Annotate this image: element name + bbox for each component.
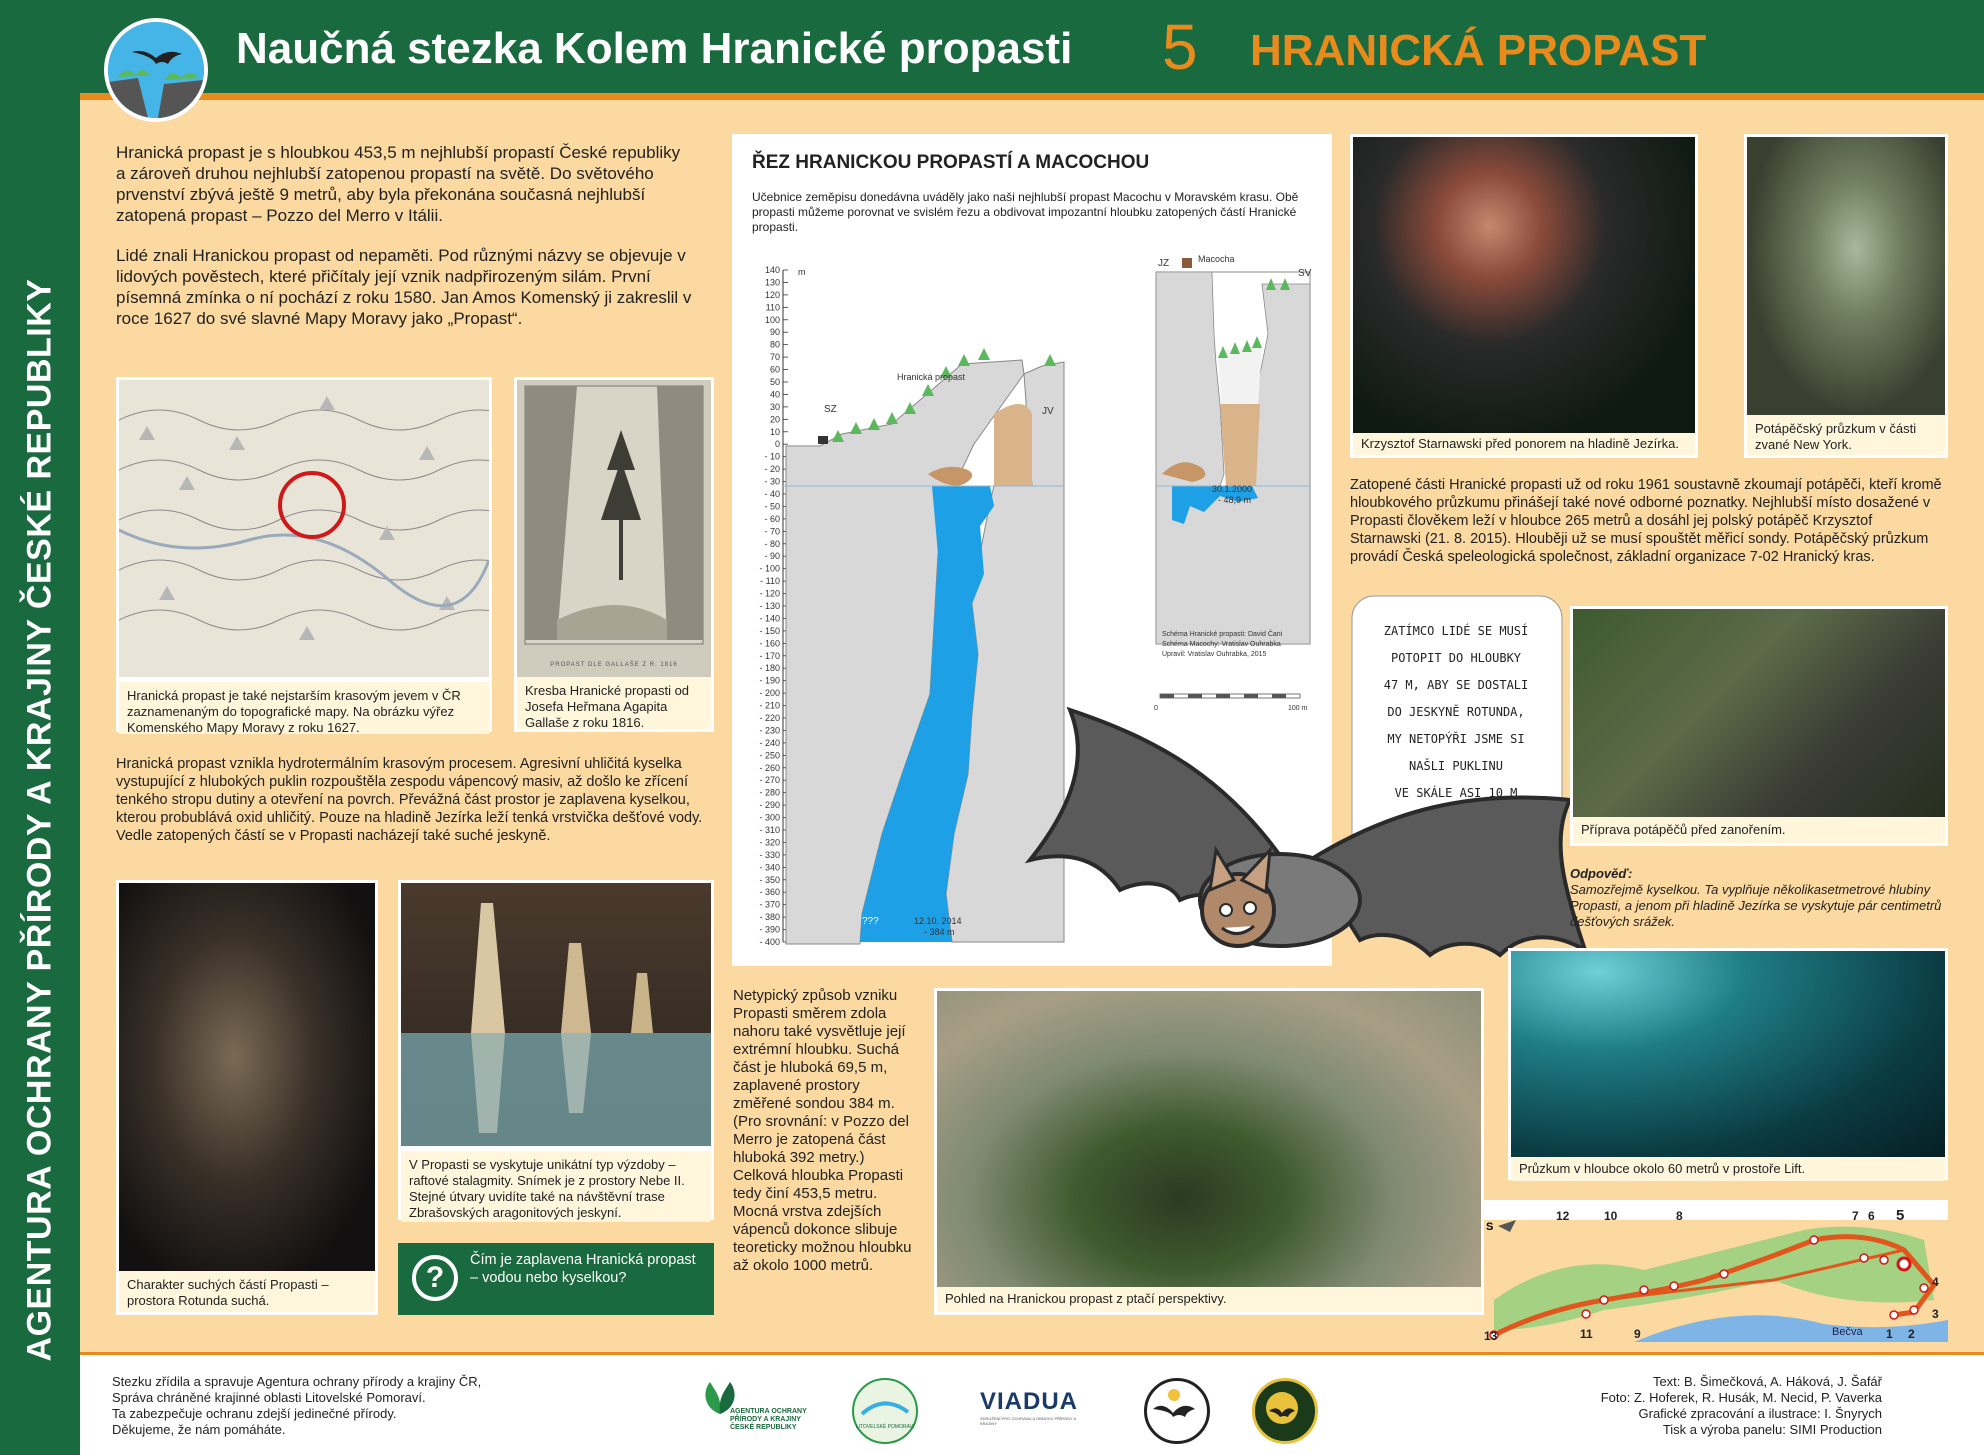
credit-1: Schéma Hranické propasti: David Čani bbox=[1162, 631, 1283, 638]
footer-right-line: Text: B. Šimečková, A. Háková, J. Šafář bbox=[1652, 1374, 1882, 1389]
depth-tick-label: - 110 bbox=[760, 576, 780, 587]
depth-tick-label: 80 bbox=[769, 339, 780, 350]
answer-text: Samozřejmě kyselkou. Ta vyplňuje několikasetmetrové hlubiny Propasti, a jenom při hladině Jezírka se vyskytuje pár centimetrů dešťových srážek. bbox=[1570, 882, 1942, 929]
depth-tick-label: - 130 bbox=[759, 601, 780, 611]
depth-tick-label: 0 bbox=[774, 439, 780, 450]
hranicky-kras-emblem-icon bbox=[1255, 1381, 1309, 1435]
header-divider bbox=[80, 93, 1984, 100]
label-sz: SZ bbox=[824, 404, 837, 415]
label-jv: JV bbox=[1042, 406, 1054, 417]
depth-tick-label: 110 bbox=[765, 302, 780, 313]
speleo-bat-icon bbox=[1147, 1381, 1201, 1435]
lift-figure bbox=[1508, 948, 1948, 1180]
newyork-caption: Potápěčský průzkum v části zvané New York. bbox=[1747, 415, 1945, 455]
label-sv: SV bbox=[1298, 268, 1312, 279]
depth-tick-label: - 250 bbox=[759, 750, 780, 761]
aerial-caption: Pohled na Hranickou propast z ptačí perspektivy. bbox=[937, 1287, 1481, 1312]
diver-figure bbox=[1350, 134, 1698, 458]
map-stop: 2 bbox=[1908, 1327, 1915, 1341]
newyork-image bbox=[1747, 137, 1945, 415]
map-stop: 10 bbox=[1604, 1209, 1618, 1223]
prep-image bbox=[1573, 609, 1945, 817]
depth-tick-label: - 90 bbox=[764, 551, 780, 562]
map-figure bbox=[116, 377, 492, 735]
depth-tick-label: - 180 bbox=[759, 663, 780, 674]
diver-image bbox=[1353, 137, 1695, 433]
depth-tick-label: - 140 bbox=[759, 613, 780, 624]
footer-left bbox=[112, 1374, 552, 1438]
depth-tick-label: - 310 bbox=[759, 825, 780, 835]
logo-hranicky-kras-icon bbox=[1252, 1378, 1318, 1444]
depth-tick-label: 130 bbox=[764, 277, 780, 288]
credit-2: Schéma Macochy: Vratislav Ouhrabka bbox=[1162, 641, 1281, 648]
bubble-line: 47 M, ABY SE DOSTALI bbox=[1383, 678, 1529, 692]
map-caption: Hranická propast je také nejstarším krasovým jevem v ČR zaznamenaným do topografické mapy. Na obrázku výřez Komenského Mapy Moravy z roku 1627. bbox=[119, 682, 489, 734]
prep-figure bbox=[1570, 606, 1948, 846]
depth-paragraph: Netypický způsob vzniku Propasti směrem zdola nahoru také vysvětluje její extrémní hloubku. Suchá část je hluboká 69,5 m, zaplavené prostory změřené sondou 384 m. (Pro srovnání: v Pozzo del Merro je zatopená část hluboká 392 metry.) Celková hloubka Propasti tedy činí 453,5 metru. Mocná vrstva zdejších vápenců dokonce slibuje teoreticky možnou hloubku až okolo 1000 metrů. bbox=[733, 987, 912, 1274]
depth-tick-label: 30 bbox=[769, 401, 780, 412]
aopk-line: PŘÍRODY A KRAJINY bbox=[730, 1416, 801, 1423]
stalagmite-caption: V Propasti se vyskytuje unikátní typ výzdoby – raftové stalagmity. Snímek je z prostory Nebe II. Stejné útvary uvidíte také na návštěvní trase Zbrašovských aragonitových jeskyní. bbox=[401, 1151, 711, 1222]
depth-tick-label: - 300 bbox=[759, 812, 780, 823]
depth-tick-label: - 320 bbox=[759, 837, 780, 848]
depth-tick-label: 40 bbox=[769, 389, 780, 400]
depth-tick-label: - 370 bbox=[759, 899, 780, 910]
macocha-date: 30.1.2000 bbox=[1212, 484, 1253, 494]
depth-tick-label: - 280 bbox=[759, 787, 780, 798]
label-jz: JZ bbox=[1158, 258, 1170, 269]
map-stop-current: 5 bbox=[1896, 1207, 1905, 1224]
rotunda-caption: Charakter suchých částí Propasti – prostora Rotunda suchá. bbox=[119, 1271, 375, 1312]
label-macocha: Macocha bbox=[1198, 254, 1235, 264]
probe-depth: - 384 m bbox=[924, 927, 955, 937]
depth-tick-label: - 70 bbox=[764, 526, 780, 537]
logo-aopk bbox=[700, 1378, 810, 1438]
depth-tick-label: - 150 bbox=[759, 625, 780, 636]
map-stop: 1 bbox=[1886, 1327, 1893, 1341]
diving-paragraph: Zatopené části Hranické propasti už od roku 1961 soustavně zkoumají potápěči, kteří kromě hloubkového průzkumu přinášejí také nové odborné poznatky. Nejhlubší místo dosažené v Propasti člověkem leží v hloubce 265 metrů a dosáhl jej polský potápěč Krzysztof Starnawski (21. 8. 2015). Hlouběji už se musí spouštět měřicí sondy. Potápěčský průzkum provádí Česká speleologická společnost, základní organizace 7-02 Hranický kras. bbox=[1350, 477, 1942, 565]
prep-caption: Příprava potápěčů před zanořením. bbox=[1573, 817, 1945, 843]
footer-left-line: Děkujeme, že nám pomáháte. bbox=[112, 1422, 286, 1437]
logo-chko bbox=[852, 1378, 918, 1444]
scale-end: 100 m bbox=[1288, 705, 1308, 712]
intro-paragraph-2: Lidé znali Hranickou propast od nepaměti. Pod různými názvy se objevuje v lidových pověstech, které přičítaly její vznik nadpřirozeným silám. První písemná zmínka o ní pochází z roku 1580. Jan Amos Komenský ji zakreslil v roce 1627 do své slavné Mapy Moravy jako „Propast“. bbox=[116, 246, 692, 328]
bubble-line: MY NETOPÝŘI JSME SI bbox=[1387, 732, 1525, 746]
credit-3: Upravil: Vratislav Ouhrabka, 2015 bbox=[1162, 651, 1267, 658]
bubble-line: VE SKÁLE ASI 10 M bbox=[1394, 786, 1518, 800]
newyork-figure bbox=[1744, 134, 1948, 458]
map-stop: 7 bbox=[1852, 1209, 1859, 1223]
depth-tick-label: - 360 bbox=[759, 887, 780, 898]
map-north: S bbox=[1486, 1221, 1494, 1233]
aopk-line: ČESKÉ REPUBLIKY bbox=[730, 1424, 797, 1431]
map-river: Bečva bbox=[1832, 1326, 1863, 1338]
depth-tick-label: 60 bbox=[769, 364, 780, 375]
depth-tick-label: - 340 bbox=[759, 862, 780, 873]
map-stop: 13 bbox=[1484, 1329, 1498, 1342]
footer-right-line: Foto: Z. Hoferek, R. Husák, M. Necid, P. Vaverka bbox=[1600, 1390, 1882, 1405]
origin-paragraph: Hranická propast vznikla hydrotermálním krasovým procesem. Agresivní uhličitá kyselka vystupující z hlubokých puklin rozpouštěla zespodu vápencový masiv, až došlo ke zřícení tenkého stropu dutiny a otevření na povrch. Převážná část prostor je zaplavena kyselkou, kterou probublává oxid uhličitý. Pouze na hladině Jezírka leží tenká vrstvička dešťové vody. Vedle zatopených částí se v Propasti nacházejí také suché jeskyně. bbox=[116, 756, 703, 844]
chko-river-icon bbox=[854, 1384, 916, 1424]
trail-logo bbox=[104, 18, 208, 122]
footer-left-line: Správa chráněné krajinné oblasti Litovelské Pomoraví. bbox=[112, 1390, 426, 1405]
bat-illustration-icon bbox=[1010, 700, 1590, 1000]
macocha-depth: - 48,9 m bbox=[1218, 495, 1252, 505]
depth-tick-label: - 260 bbox=[759, 762, 780, 773]
intro-paragraph-1: Hranická propast je s hloubkou 453,5 m nejhlubší propastí České republiky a zároveň druhou nejhlubší zatopenou propastí na světě. Do světového prvenství zbývá ještě 9 metrů, aby byla překonána současná nejhlubší zatopená propast – Pozzo del Merro v Itálii. bbox=[116, 143, 681, 225]
axis-unit: m bbox=[798, 267, 806, 277]
depth-tick-label: - 270 bbox=[759, 775, 780, 786]
engraving-inscription: PROPAST DLE GALLAŠE Z R. 1816 bbox=[550, 662, 678, 668]
depth-tick-label: - 390 bbox=[759, 924, 780, 935]
depth-tick-label: - 210 bbox=[759, 700, 780, 711]
depth-tick-label: 140 bbox=[764, 265, 780, 275]
engraving-figure bbox=[514, 377, 714, 732]
map-stop: 4 bbox=[1932, 1275, 1939, 1289]
map-stop: 9 bbox=[1634, 1327, 1641, 1341]
depth-tick-label: - 120 bbox=[759, 588, 780, 599]
depth-tick-label: - 200 bbox=[759, 688, 780, 699]
viadua-text: VIADUA bbox=[980, 1388, 1079, 1415]
depth-tick-label: 90 bbox=[769, 327, 780, 338]
logo-speleo-icon bbox=[1144, 1378, 1210, 1444]
viadua-sub: SDRUŽENÍ PRO OCHRANU A OBNOVU PŘÍRODY A KRAJINY bbox=[980, 1416, 1076, 1426]
map-stop: 8 bbox=[1676, 1209, 1683, 1223]
depth-tick-label: - 60 bbox=[764, 513, 780, 524]
lift-caption: Průzkum v hloubce okolo 60 metrů v prostoře Lift. bbox=[1511, 1157, 1945, 1181]
section-title: ŘEZ HRANICKOU PROPASTÍ A MACOCHOU bbox=[752, 152, 1150, 173]
label-unknown: ??? bbox=[862, 916, 879, 927]
stop-title: HRANICKÁ PROPAST bbox=[1250, 26, 1707, 75]
scale-start: 0 bbox=[1154, 705, 1158, 712]
bubble-line: NAŠLI PUKLINU bbox=[1409, 759, 1503, 773]
footer-right bbox=[1424, 1374, 1952, 1438]
depth-tick-label: - 230 bbox=[759, 725, 780, 736]
footer-right-line: Grafické zpracování a ilustrace: I. Šnyrych bbox=[1638, 1406, 1882, 1421]
stop-number: 5 bbox=[1162, 11, 1198, 83]
map-stop: 12 bbox=[1556, 1209, 1570, 1223]
depth-tick-label: - 190 bbox=[759, 675, 780, 686]
probe-date: 12.10. 2014 bbox=[914, 916, 962, 926]
answer-label: Odpověď: bbox=[1570, 866, 1633, 881]
depth-tick-label: 100 bbox=[764, 314, 780, 325]
logo-viadua bbox=[980, 1388, 1090, 1438]
depth-tick-label: - 40 bbox=[764, 489, 780, 499]
aerial-figure bbox=[934, 988, 1484, 1315]
trail-map bbox=[1484, 1200, 1948, 1342]
engraving-drawing bbox=[517, 380, 711, 660]
depth-tick-label: 50 bbox=[769, 377, 780, 387]
depth-tick-label: - 240 bbox=[759, 737, 780, 748]
depth-tick-label: - 100 bbox=[759, 563, 780, 574]
aopk-line: AGENTURA OCHRANY bbox=[730, 1408, 807, 1415]
depth-tick-label: - 170 bbox=[759, 650, 780, 661]
bubble-line: DO JESKYNĚ ROTUNDA, bbox=[1387, 705, 1525, 719]
depth-tick-label: - 220 bbox=[759, 713, 780, 723]
rotunda-figure bbox=[116, 880, 378, 1315]
footer-left-line: Ta zabezpečuje ochranu zdejší jedinečné přírody. bbox=[112, 1406, 397, 1421]
depth-tick-label: - 330 bbox=[759, 849, 780, 860]
komensky-map-image bbox=[119, 380, 489, 677]
depth-tick-label: - 80 bbox=[764, 538, 780, 549]
lift-image bbox=[1511, 951, 1945, 1157]
depth-tick-label: 10 bbox=[769, 426, 780, 437]
depth-tick-label: - 400 bbox=[759, 937, 780, 947]
depth-tick-label: - 10 bbox=[764, 451, 780, 462]
chko-text: LITOVELSKÉ POMORAVÍ bbox=[855, 1424, 915, 1430]
depth-tick-label: - 50 bbox=[764, 501, 780, 512]
bubble-line: POTOPIT DO HLOUBKY bbox=[1390, 651, 1522, 665]
sidebar-label: AGENTURA OCHRANY PŘÍRODY A KRAJINY ČESKÉ REPUBLIKY bbox=[20, 278, 59, 1362]
answer-block bbox=[1570, 866, 1948, 930]
question-box bbox=[398, 1243, 714, 1315]
aerial-image bbox=[937, 991, 1481, 1287]
bat-logo-icon bbox=[108, 22, 204, 118]
engraving-image bbox=[517, 380, 711, 677]
depth-tick-label: - 20 bbox=[764, 464, 780, 475]
stalagmite-image bbox=[401, 883, 711, 1146]
question-text: Čím je zaplavena Hranická propast – vodou nebo kyselkou? bbox=[470, 1252, 696, 1286]
footer-right-line: Tisk a výroba panelu: SIMI Production bbox=[1662, 1422, 1882, 1437]
depth-tick-label: 70 bbox=[769, 352, 780, 363]
map-stop: 11 bbox=[1580, 1327, 1593, 1341]
section-text: Učebnice zeměpisu donedávna uváděly jako naši nejhlubší propast Macochu v Moravském krasu. Obě propasti můžeme porovnat ve svislém řezu a obdivovat impozantní hloubku zatopených částí Hranické propasti. bbox=[752, 190, 1299, 234]
label-hranicka: Hranická propast bbox=[897, 372, 966, 382]
diver-caption: Krzysztof Starnawski před ponorem na hladině Jezírka. bbox=[1353, 433, 1695, 455]
map-stop: 3 bbox=[1932, 1307, 1939, 1321]
stalagmite-figure bbox=[398, 880, 714, 1220]
engraving-caption: Kresba Hranické propasti od Josefa Heřmana Agapita Gallaše z roku 1816. bbox=[517, 677, 711, 729]
trail-map-drawing bbox=[1484, 1200, 1948, 1342]
page-title: Naučná stezka Kolem Hranické propasti bbox=[236, 24, 1073, 73]
depth-tick-label: - 380 bbox=[759, 912, 780, 923]
rotunda-image bbox=[119, 883, 375, 1271]
bubble-line: ZATÍMCO LIDÉ SE MUSÍ bbox=[1383, 624, 1529, 638]
depth-tick-label: - 350 bbox=[759, 874, 780, 885]
depth-tick-label: 20 bbox=[769, 414, 780, 425]
footer-left-line: Stezku zřídila a spravuje Agentura ochrany přírody a krajiny ČR, bbox=[112, 1374, 482, 1389]
depth-tick-label: - 160 bbox=[759, 638, 780, 649]
depth-tick-label: - 30 bbox=[764, 476, 780, 487]
question-icon: ? bbox=[412, 1255, 458, 1301]
depth-tick-label: 120 bbox=[764, 289, 780, 300]
depth-tick-label: - 290 bbox=[759, 800, 780, 811]
depth-axis bbox=[759, 265, 788, 947]
map-stop: 6 bbox=[1868, 1209, 1875, 1223]
sidebar-text bbox=[0, 0, 80, 1455]
